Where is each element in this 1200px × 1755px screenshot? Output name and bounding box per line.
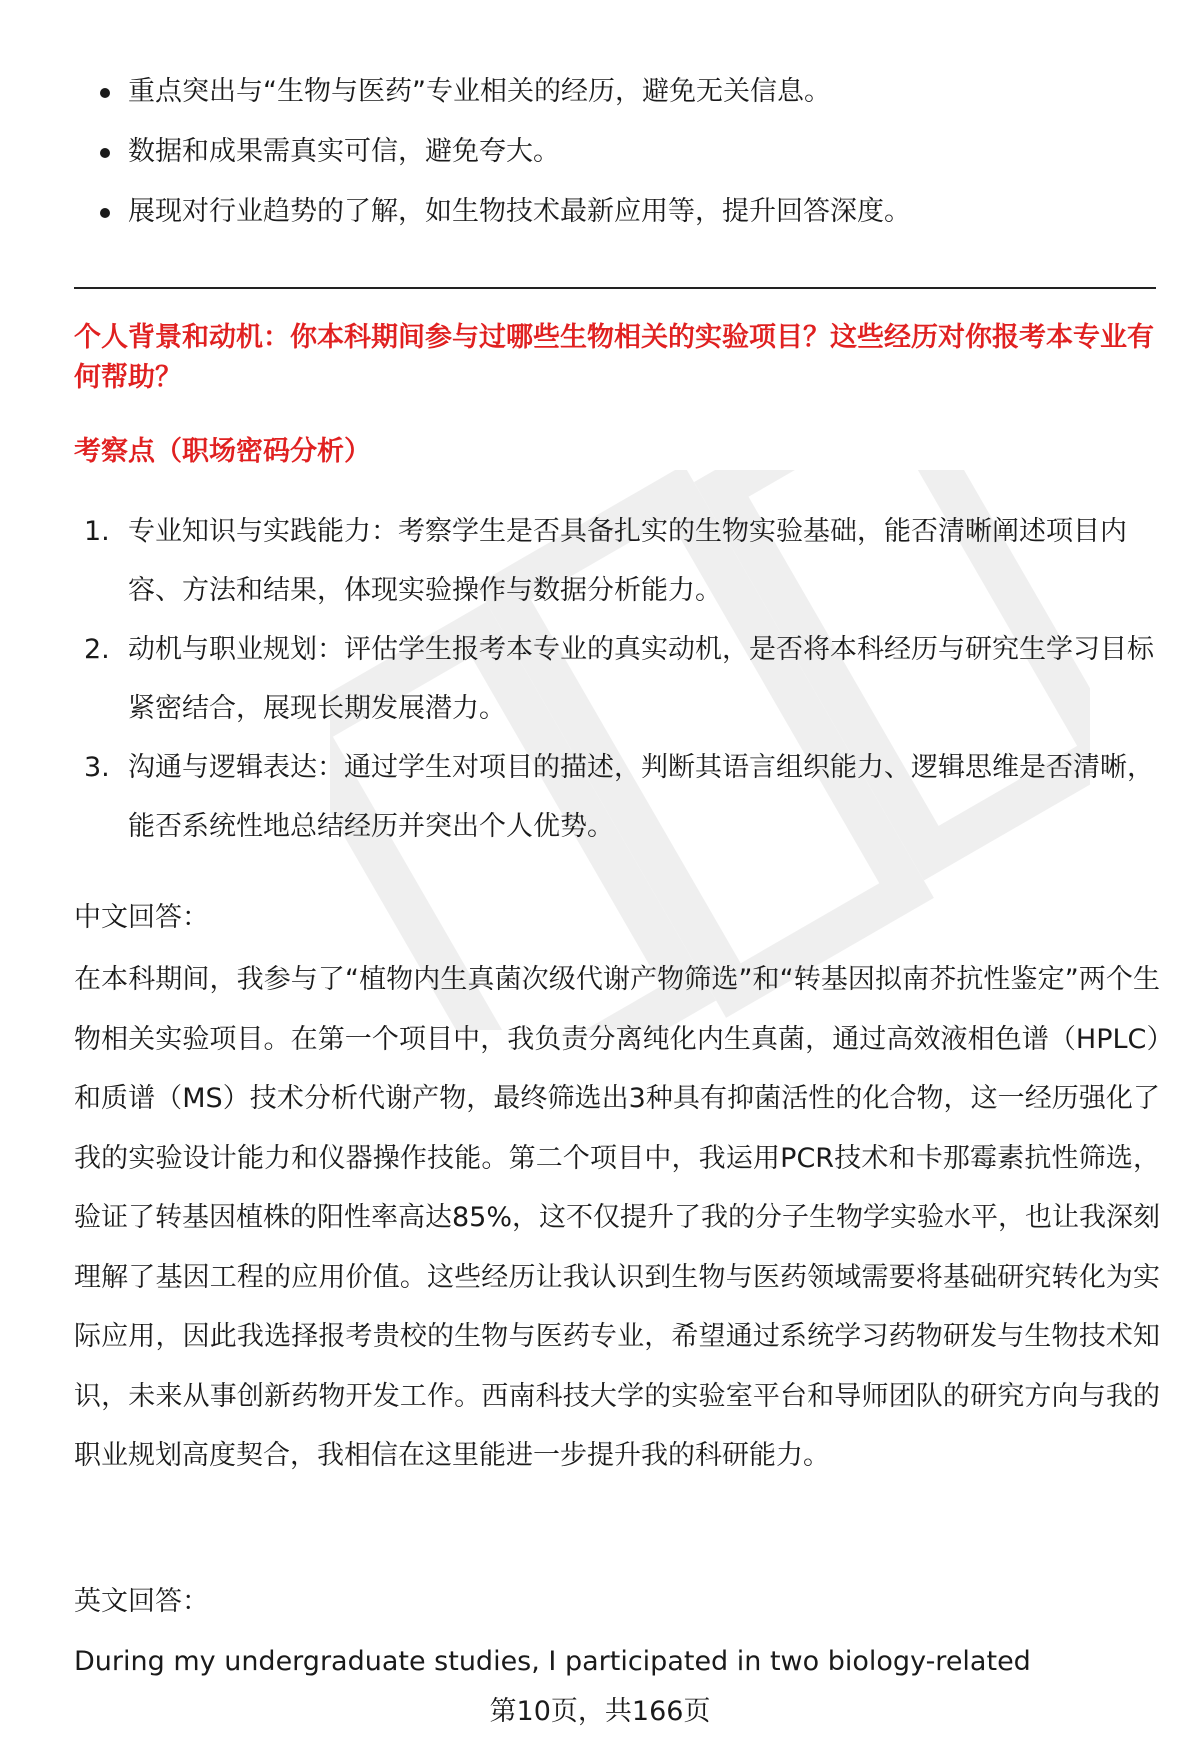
question-heading: 个人背景和动机：你本科期间参与过哪些生物相关的实验项目？这些经历对你报考本专业有何帮助？ bbox=[74, 322, 1154, 393]
assessment-points bbox=[74, 502, 1164, 856]
chinese-answer-label: 中文回答： bbox=[74, 902, 209, 933]
tip-item: 数据和成果需真实可信，避免夸大。 bbox=[74, 122, 1154, 182]
bullet-dot-icon bbox=[100, 88, 110, 98]
assessment-point: 2. 动机与职业规划：评估学生报考本专业的真实动机，是否将本科经历与研究生学习目标紧密结合，展现长期发展潜力。 bbox=[84, 634, 1154, 724]
chinese-answer: 在本科期间，我参与了“植物内生真菌次级代谢产物筛选”和“转基因拟南芥抗性鉴定”两个生物相关实验项目。在第一个项目中，我负责分离纯化内生真菌，通过高效液相色谱（HPLC）和质谱（MS）技术分析代谢产物，最终筛选出3种具有抑菌活性的化合物，这一经历强化了我的实验设计能力和仪器操作技能。第二个项目中，我运用PCR技术和卡那霉素抗性筛选，验证了转基因植株的阳性率高达85%，这不仅提升了我的分子生物学实验水平，也让我深刻理解了基因工程的应用价值。这些经历让我认识到生物与医药领域需要将基础研究转化为实际应用，因此我选择报考贵校的生物与医药专业，希望通过系统学习药物研发与生物技术知识，未来从事创新药物开发工作。西南科技大学的实验室平台和导师团队的研究方向与我的职业规划高度契合，我相信在这里能进一步提升我的科研能力。 bbox=[74, 964, 1161, 1471]
english-answer-label: 英文回答： bbox=[74, 1586, 209, 1617]
tip-item: 重点突出与“生物与医药”专业相关的经历，避免无关信息。 bbox=[74, 62, 1154, 122]
english-answer: During my undergraduate studies, I participated in two biology-related bbox=[74, 1646, 1031, 1677]
tips-list bbox=[74, 62, 1154, 242]
tip-item: 展现对行业趋势的了解，如生物技术最新应用等，提升回答深度。 bbox=[74, 182, 1154, 242]
assessment-point: 3. 沟通与逻辑表达：通过学生对项目的描述，判断其语言组织能力、逻辑思维是否清晰，能否系统性地总结经历并突出个人优势。 bbox=[84, 752, 1154, 842]
section-divider bbox=[74, 287, 1156, 289]
bullet-dot-icon bbox=[100, 148, 110, 158]
page-number: 第10页，共166页 bbox=[489, 1696, 711, 1727]
bullet-dot-icon bbox=[100, 208, 110, 218]
assessment-point: 1. 专业知识与实践能力：考察学生是否具备扎实的生物实验基础，能否清晰阐述项目内容、方法和结果，体现实验操作与数据分析能力。 bbox=[84, 516, 1127, 606]
analysis-heading: 考察点（职场密码分析） bbox=[74, 436, 371, 467]
